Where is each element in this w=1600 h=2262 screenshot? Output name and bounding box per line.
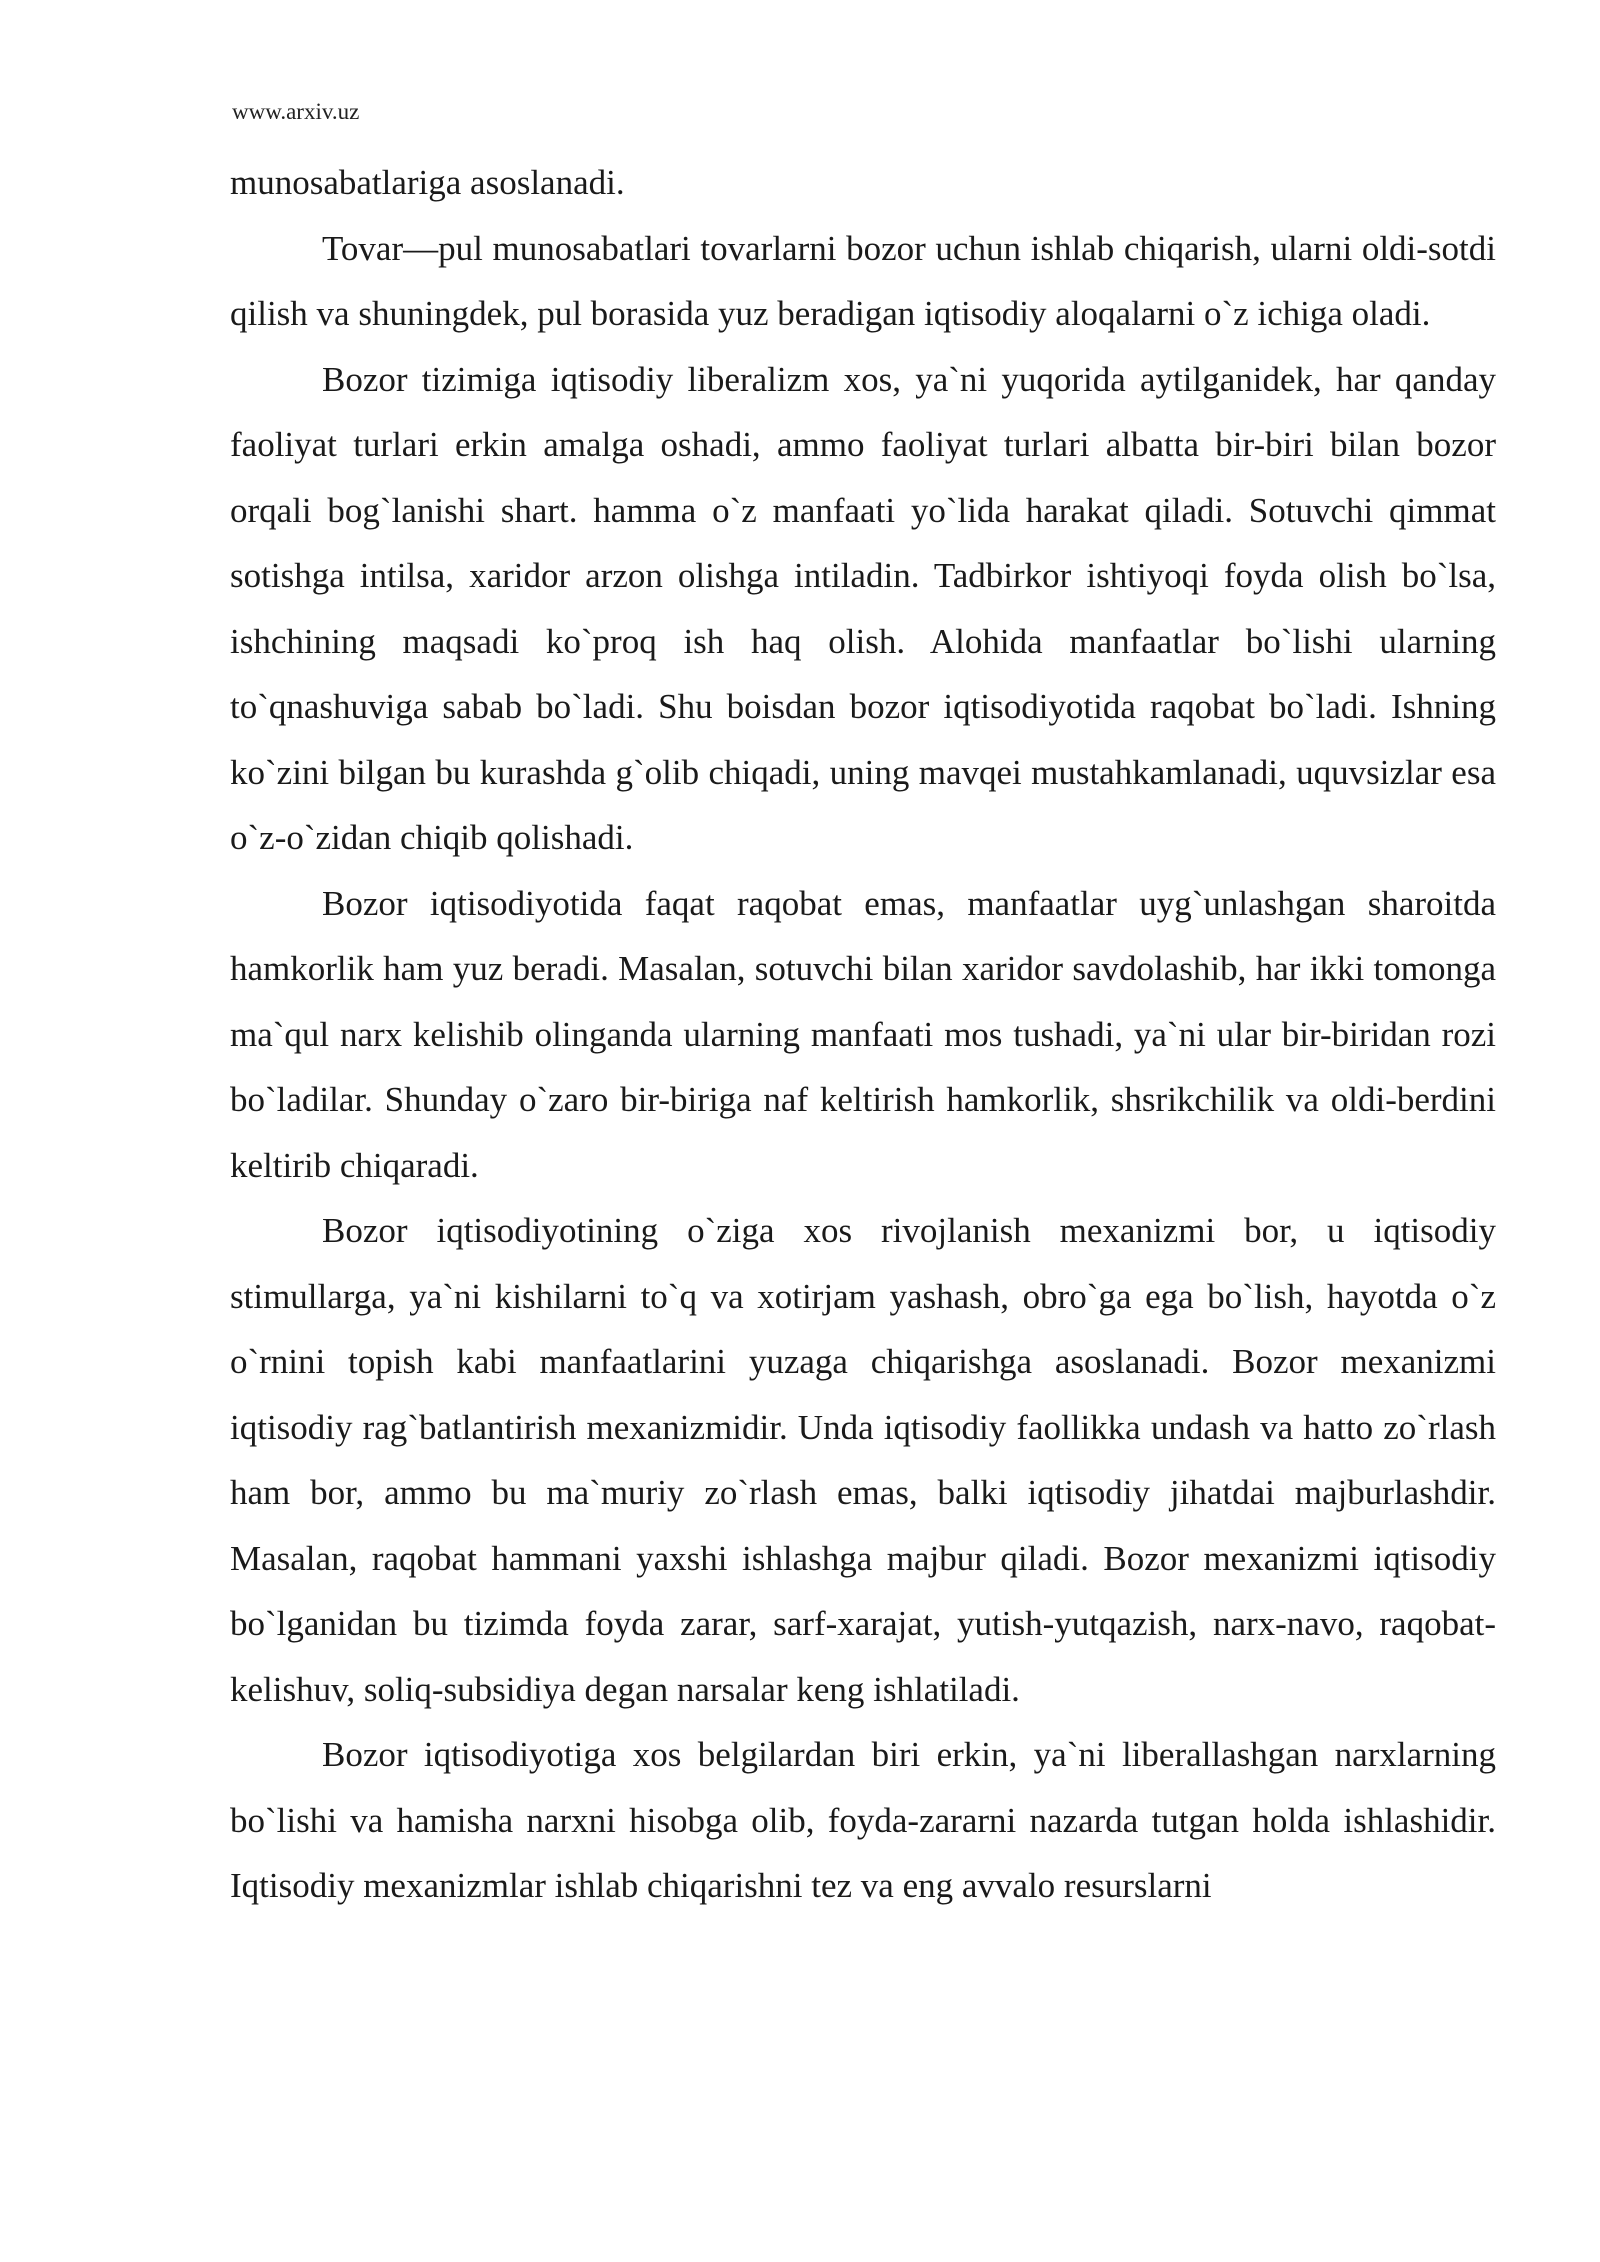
document-body (230, 150, 1496, 1919)
paragraph: Bozor tizimiga iqtisodiy liberalizm xos, ya`ni yuqorida aytilganidek, har qanday faoliyat turlari erkin amalga oshadi, ammo faoliyat turlari albatta bir-biri bilan bozor orqali bog`lanishi shart. hamma o`z manfaati yo`lida harakat qiladi. Sotuvchi qimmat sotishga intilsa, xaridor arzon olishga intiladin. Tadbirkor ishtiyoqi foyda olish bo`lsa, ishchining maqsadi ko`proq ish haq olish. Alohida manfaatlar bo`lishi ularning to`qnashuviga sabab bo`ladi. Shu boisdan bozor iqtisodiyotida raqobat bo`ladi. Ishning ko`zini bilgan bu kurashda g`olib chiqadi, uning mavqei mustahkamlanadi, uquvsizlar esa o`z-o`zidan chiqib qolishadi. (230, 359, 1496, 857)
paragraph-continuation: munosabatlariga asoslanadi. (230, 163, 625, 202)
paragraph: Bozor iqtisodiyotining o`ziga xos rivojlanish mexanizmi bor, u iqtisodiy stimullarga, ya`ni kishilarni to`q va xotirjam yashash, obro`ga ega bo`lish, hayotda o`z o`rnini topish kabi manfaatlarini yuzaga chiqarishga asoslanadi. Bozor mexanizmi iqtisodiy rag`batlantirish mexanizmidir. Unda iqtisodiy faollikka undash va hatto zo`rlash ham bor, ammo bu ma`muriy zo`rlash emas, balki iqtisodiy jihatdai majburlashdir. Masalan, raqobat hammani yaxshi ishlashga majbur qiladi. Bozor mexanizmi iqtisodiy bo`lganidan bu tizimda foyda zarar, sarf-xarajat, yutish-yutqazish, narx-navo, raqobat-kelishuv, soliq-subsidiya degan narsalar keng ishlatiladi. (230, 1211, 1496, 1709)
paragraph: Tovar—pul munosabatlari tovarlarni bozor uchun ishlab chiqarish, ularni oldi-sotdi qilish va shuningdek, pul borasida yuz beradigan iqtisodiy aloqalarni o`z ichiga oladi. (230, 228, 1496, 333)
paragraph-continued: Bozor iqtisodiyotiga xos belgilardan biri erkin, ya`ni liberallashgan narxlarning bo`lishi va hamisha narxni hisobga olib, foyda-zararni nazarda tutgan holda ishlashidir. Iqtisodiy mexanizmlar ishlab chiqarishni tez va eng avvalo resurslarni (230, 1735, 1496, 1905)
page-header-site: www.arxiv.uz (232, 99, 360, 124)
paragraph: Bozor iqtisodiyotida faqat raqobat emas, manfaatlar uyg`unlashgan sharoitda hamkorlik ham yuz beradi. Masalan, sotuvchi bilan xaridor savdolashib, har ikki tomonga ma`qul narx kelishib olinganda ularning manfaati mos tushadi, ya`ni ular bir-biridan rozi bo`ladilar. Shunday o`zaro bir-biriga naf keltirish hamkorlik, shsrikchilik va oldi-berdini keltirib chiqaradi. (230, 883, 1496, 1185)
